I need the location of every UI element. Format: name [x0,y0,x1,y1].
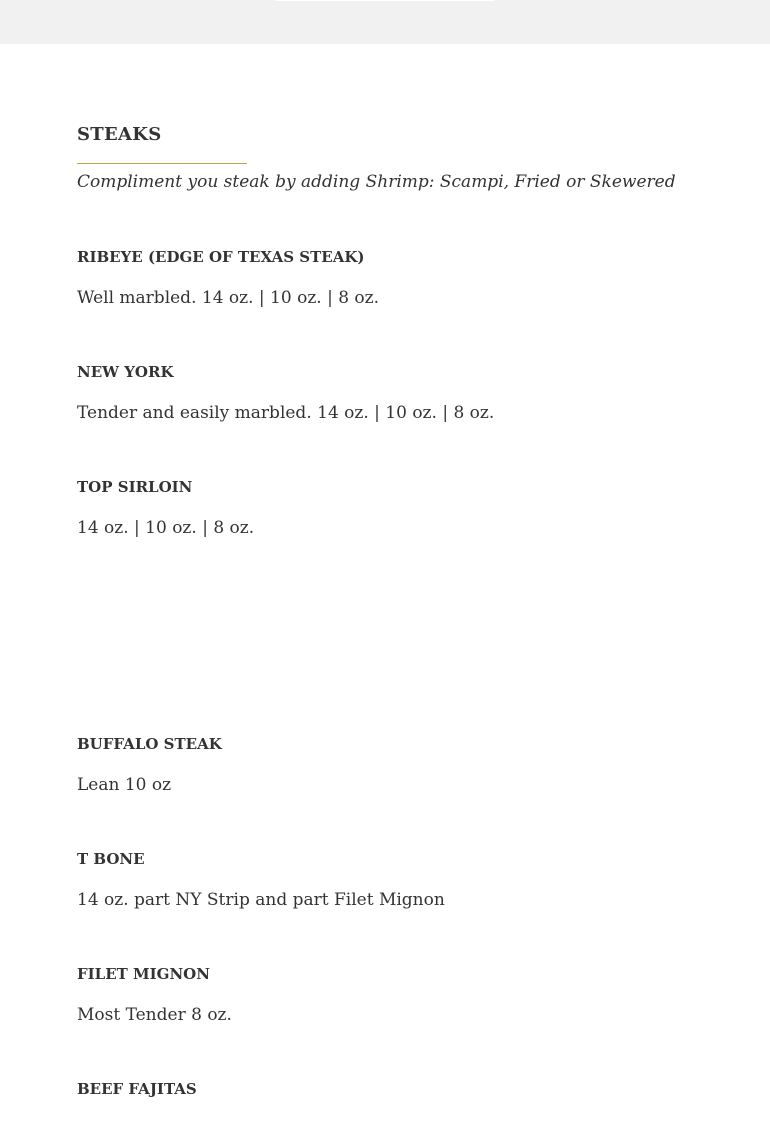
menu-item-t-bone [77,848,737,911]
menu-item-new-york [77,361,737,424]
item-name: RIBEYE (EDGE OF TEXAS STEAK) [77,248,365,266]
item-description: Well marbled. 14 oz. | 10 oz. | 8 oz. [77,288,380,308]
item-description: 14 oz. | 10 oz. | 8 oz. [77,518,255,538]
menu-item-filet-mignon [77,963,737,1026]
item-name: FILET MIGNON [77,965,210,983]
menu-item-ribeye [77,246,737,309]
section-divider [77,163,247,164]
item-description: Most Tender 8 oz. [77,1005,232,1025]
item-name: T BONE [77,850,145,868]
menu-item-beef-fajitas [77,1078,737,1119]
section-title: STEAKS [77,124,162,145]
item-description: Tender and easily marbled. 14 oz. | 10 oz. | 8 oz. [77,403,495,423]
item-name: BEEF FAJITAS [77,1080,197,1098]
item-description: Lean 10 oz [77,775,172,795]
menu-item-buffalo-steak [77,733,737,796]
item-description: 14 oz. part NY Strip and part Filet Mignon [77,890,445,910]
item-name: TOP SIRLOIN [77,478,193,496]
top-band [0,0,770,44]
section-note: Compliment you steak by adding Shrimp: Scampi, Fried or Skewered [77,172,676,192]
item-name: BUFFALO STEAK [77,735,222,753]
menu-item-top-sirloin [77,476,737,539]
item-name: NEW YORK [77,363,174,381]
scroll-handle[interactable] [275,0,495,1]
